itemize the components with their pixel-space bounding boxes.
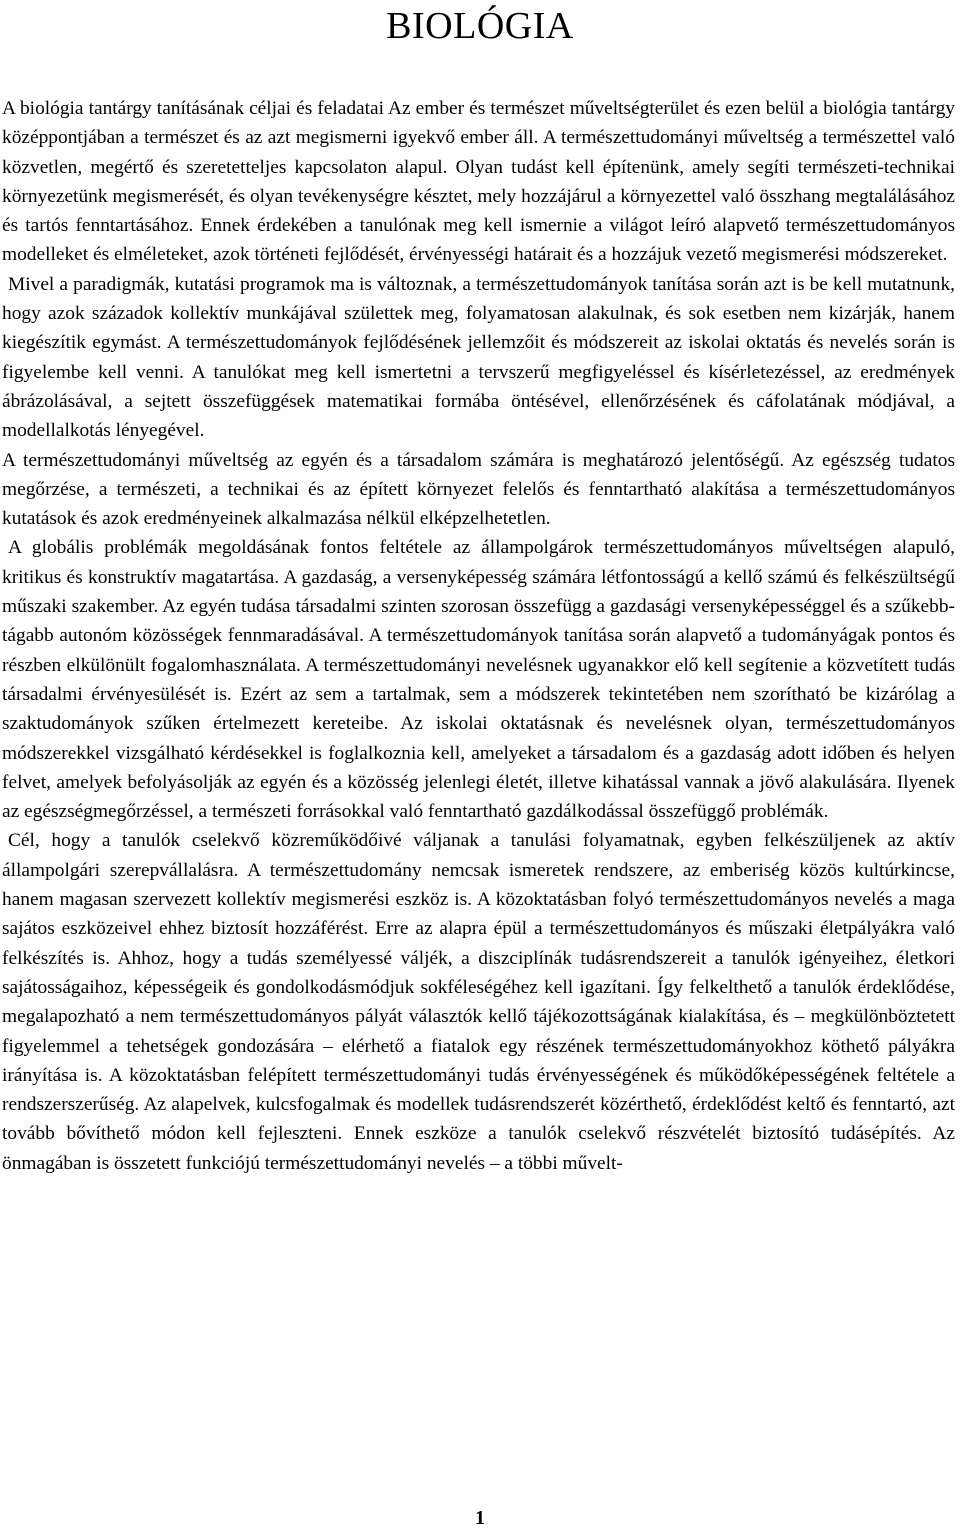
paragraph-literacy: A természettudományi műveltség az egyén és a társadalom számára is meghatározó jelentőségű. Az egészség tudatos megőrzése, a természeti, a technikai és az épített környezet felelős és fenntartható alakítása a természettudományos kutatások és azok eredményeinek alkalmazása nélkül elképzelhetetlen. xyxy=(2,449,955,530)
paragraph-paradigms: Mivel a paradigmák, kutatási programok ma is változnak, a természettudományok tanítása során azt is be kell mutatnunk, hogy azok századok kollektív munkájával születtek meg, folyamatosan alakulnak, és sok esetben nem kizárják, hanem kiegészítik egymást. A természettudományok fejlődésének jellemzőit és módszereit az iskolai oktatás és nevelés során is figyelembe kell venni. A tanulókat meg kell ismertetni a tervszerű megfigyeléssel és kísérletezéssel, az eredmények ábrázolásával, a sejtett összefüggések matematikai formába öntésével, ellenőrzésének és cáfolatának módjával, a modellalkotás lényegével. xyxy=(2,273,955,442)
document-title: BIOLÓGIA xyxy=(386,5,574,47)
paragraph-intro: A biológia tantárgy tanításának céljai és feladatai Az ember és természet műveltségterület és ezen belül a biológia tantárgy középpontjában a természet és az azt megismerni igyekvő ember áll. A természettudományi műveltség a természettel való közvetlen, megértő és szeretetteljes kapcsolaton alapul. Olyan tudást kell építenünk, amely segíti természeti-technikai környezetünk megismerését, és olyan tevékenységre késztet, mely hozzájárul a környezettel való összhang megtalálásához és tartós fenntartásához. Ennek érdekében a tanulónak meg kell ismernie a világot leíró alapvető természettudományos modelleket és elméleteket, azok történeti fejlődését, érvényességi határait és a hozzájuk vezető megismerési módszereket. xyxy=(2,98,955,266)
page-number: 1 xyxy=(475,1507,485,1529)
document-body xyxy=(2,94,955,1178)
paragraph-goals: Cél, hogy a tanulók cselekvő közreműködőivé váljanak a tanulási folyamatnak, egyben felkészüljenek az aktív állampolgári szerepvállalásra. A természettudomány nemcsak ismeretek rendszere, az emberiség közös kultúrkincse, hanem magasan szervezett kollektív megismerési eszköz is. A közoktatásban folyó természettudományos nevelés a maga sajátos eszközeivel ehhez biztosít hozzáférést. Erre az alapra épül a természettudományos és műszaki életpályákra való felkészítés is. Ahhoz, hogy a tudás személyessé váljék, a diszciplínák tudásrendszereit a tanulók igényeihez, életkori sajátosságaihoz, képességeik és gondolkodásmódjuk sokféleségéhez kell igazítani. Így felkelthető a tanulók érdeklődése, megalapozható a nem természettudományos pályát választók kellő tájékozottságának kialakítása, és – megkülönböztetett figyelemmel a tehetségek gondozására – elérhető a fiatalok egy részének természettudományokhoz köthető pályákra irányítása is. A közoktatásban felépített természettudományi tudás érvényességének és működőképességének feltétele a rendszerszerűség. Az alapelvek, kulcsfogalmak és modellek tudásrendszerét közérthető, érdeklődést keltő és fenntartó, azt tovább bővíthető módon kell fejleszteni. Ennek eszköze a tanulók cselekvő részvételét biztosító tudásépítés. Az önmagában is összetett funkciójú természettudományi nevelés – a többi művelt- xyxy=(2,830,955,1174)
paragraph-global-problems: A globális problémák megoldásának fontos feltétele az állampolgárok természettudományos műveltségen alapuló, kritikus és konstruktív magatartása. A gazdaság, a versenyképesség számára létfontosságú a kellő számú és felkészültségű műszaki szakember. Az egyén tudása társadalmi szinten szorosan összefügg a gazdasági versenyképességgel és a szűkebb-tágabb autonóm közösségek fennmaradásával. A természettudományok tanítása során alapvető a tudományágak pontos és részben elkülönült fogalomhasználata. A természettudományi nevelésnek ugyanakkor elő kell segítenie a közvetített tudás társadalmi érvényesülését is. Ezért az sem a tartalmak, sem a módszerek tekintetében nem szorítható be kizárólag a szaktudományok szűken értelmezett kereteibe. Az iskolai oktatásnak és nevelésnek olyan, természettudományos módszerekkel vizsgálható kérdésekkel is foglalkoznia kell, amelyeket a társadalom és a gazdaság adott időben és helyen felvet, amelyek befolyásolják az egyén és a közösség jelenlegi életét, illetve kihatással vannak a jövő alakulására. Ilyenek az egészségmegőrzéssel, a természeti forrásokkal való fenntartható gazdálkodással összefüggő problémák. xyxy=(2,537,955,823)
